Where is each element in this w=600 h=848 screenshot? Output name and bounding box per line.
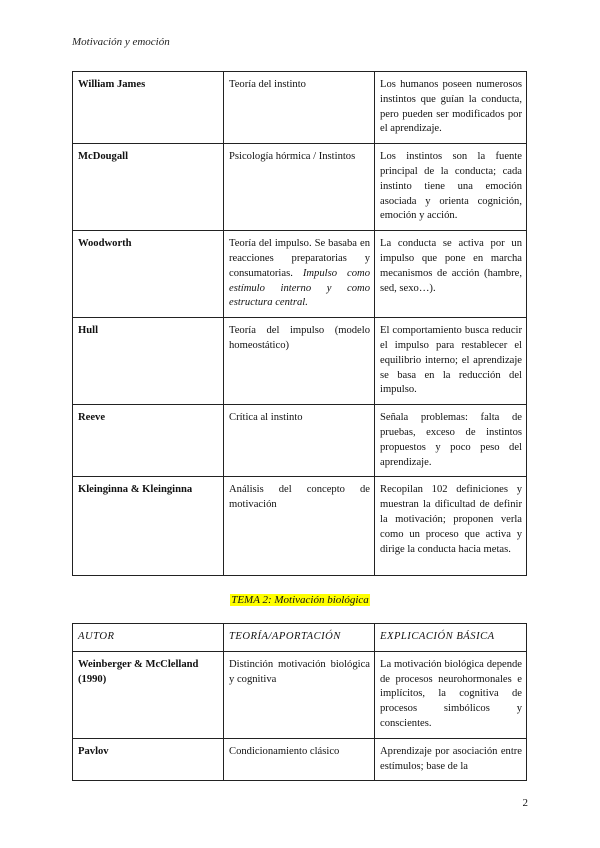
explanation-cell: Aprendizaje por asociación entre estímulos; base de la — [375, 738, 527, 781]
theory-cell — [224, 231, 375, 318]
theory-text: Teoría del impulso. Se basaba en reacciones preparatorias y consumatorias. — [229, 238, 370, 279]
table-row — [73, 144, 527, 231]
theory-cell: Teoría del instinto — [224, 72, 375, 144]
page-header: Motivación y emoción — [72, 36, 170, 48]
column-header-theory: TEORÍA/APORTACIÓN — [224, 624, 375, 652]
explanation-cell: Señala problemas: falta de pruebas, exceso de instintos propuestos y poco peso del aprendizaje. — [375, 405, 527, 477]
explanation-cell: La conducta se activa por un impulso que pone en marcha mecanismos de acción (hambre, sed, sexo…). — [375, 231, 527, 318]
table-row — [73, 738, 527, 781]
explanation-cell: Los instintos son la fuente principal de la conducta; cada instinto tiene una emoción asociada y orienta cognición, emoción y acción. — [375, 144, 527, 231]
explanation-cell: La motivación biológica depende de procesos neurohormonales e implícitos, la cognitiva de procesos simbólicos y conscientes. — [375, 651, 527, 738]
table-header-row — [73, 624, 527, 652]
theory-cell: Análisis del concepto de motivación — [224, 477, 375, 576]
theory-cell: Psicología hórmica / Instintos — [224, 144, 375, 231]
authors-table-2 — [72, 623, 527, 781]
table-row — [73, 477, 527, 576]
authors-table-1 — [72, 71, 527, 576]
section-title — [0, 594, 600, 606]
explanation-cell: El comportamiento busca reducir el impulso para restablecer el equilibrio interno; el aprendizaje se basa en la reducción del impulso. — [375, 318, 527, 405]
theory-cell: Teoría del impulso (modelo homeostático) — [224, 318, 375, 405]
theory-italic-text: Impulso como estímulo interno y como estructura central. — [229, 267, 370, 309]
author-cell: Pavlov — [73, 738, 224, 781]
author-cell: William James — [73, 72, 224, 144]
author-cell: McDougall — [73, 144, 224, 231]
author-cell: Reeve — [73, 405, 224, 477]
author-cell: Woodworth — [73, 231, 224, 318]
theory-cell: Crítica al instinto — [224, 405, 375, 477]
theory-cell: Condicionamiento clásico — [224, 738, 375, 781]
theory-cell: Distinción motivación biológica y cognitiva — [224, 651, 375, 738]
explanation-cell: Los humanos poseen numerosos instintos que guían la conducta, pero pueden ser modificados por el aprendizaje. — [375, 72, 527, 144]
author-cell: Weinberger & McClelland (1990) — [73, 651, 224, 738]
table-row — [73, 405, 527, 477]
author-cell: Kleinginna & Kleinginna — [73, 477, 224, 576]
explanation-cell: Recopilan 102 definiciones y muestran la dificultad de definir la motivación; proponen verla como un proceso que activa y dirige la conducta hacia metas. — [375, 477, 527, 576]
page-number: 2 — [522, 797, 528, 809]
table-row — [73, 318, 527, 405]
table-row — [73, 651, 527, 738]
section-title-text: TEMA 2: Motivación biológica — [231, 594, 369, 606]
column-header-author: AUTOR — [73, 624, 224, 652]
column-header-explanation: EXPLICACIÓN BÁSICA — [375, 624, 527, 652]
author-cell: Hull — [73, 318, 224, 405]
table-row — [73, 231, 527, 318]
table-row — [73, 72, 527, 144]
